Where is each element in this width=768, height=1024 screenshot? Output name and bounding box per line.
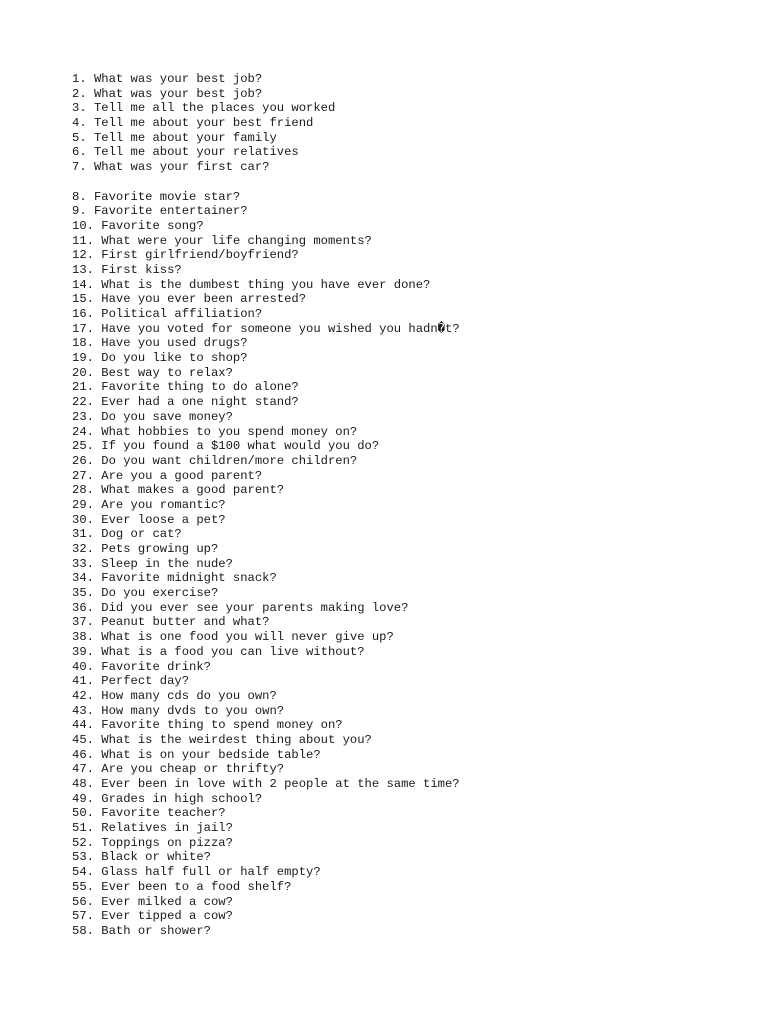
question-item: 41. Perfect day? <box>72 674 190 689</box>
question-item: 44. Favorite thing to spend money on? <box>72 718 343 733</box>
question-item: 40. Favorite drink? <box>72 659 211 674</box>
question-item: 23. Do you save money? <box>72 409 233 424</box>
question-item: 28. What makes a good parent? <box>72 483 285 498</box>
question-item: 53. Black or white? <box>72 850 211 865</box>
question-item: 3. Tell me all the places you worked <box>72 101 336 116</box>
question-item: 38. What is one food you will never give up? <box>72 630 394 645</box>
question-item: 54. Glass half full or half empty? <box>72 865 321 880</box>
question-item: 31. Dog or cat? <box>72 527 182 542</box>
question-item: 27. Are you a good parent? <box>72 468 263 483</box>
question-item: 13. First kiss? <box>72 262 182 277</box>
question-item: 50. Favorite teacher? <box>72 806 226 821</box>
question-item: 19. Do you like to shop? <box>72 351 248 366</box>
question-item: 29. Are you romantic? <box>72 497 226 512</box>
question-item: 43. How many dvds to you own? <box>72 703 285 718</box>
question-item: 34. Favorite midnight snack? <box>72 571 277 586</box>
question-item: 17. Have you voted for someone you wished you hadn�t? <box>72 321 460 336</box>
question-item: 37. Peanut butter and what? <box>72 615 270 630</box>
question-item: 11. What were your life changing moments? <box>72 233 372 248</box>
question-item: 24. What hobbies to you spend money on? <box>72 424 358 439</box>
question-item: 33. Sleep in the nude? <box>72 556 233 571</box>
question-item: 25. If you found a $100 what would you do? <box>72 439 380 454</box>
question-item: 52. Toppings on pizza? <box>72 835 233 850</box>
question-item: 7. What was your first car? <box>72 160 270 175</box>
question-item: 22. Ever had a one night stand? <box>72 395 299 410</box>
question-item: 20. Best way to relax? <box>72 365 233 380</box>
question-item: 46. What is on your bedside table? <box>72 747 321 762</box>
question-item: 51. Relatives in jail? <box>72 821 233 836</box>
question-item: 48. Ever been in love with 2 people at the same time? <box>72 777 460 791</box>
question-item: 49. Grades in high school? <box>72 791 263 806</box>
question-item: 47. Are you cheap or thrifty? <box>72 762 285 777</box>
question-item: 58. Bath or shower? <box>72 923 211 938</box>
question-item: 18. Have you used drugs? <box>72 336 248 351</box>
question-item: 2. What was your best job? <box>72 86 263 101</box>
question-item: 16. Political affiliation? <box>72 307 263 321</box>
question-item: 5. Tell me about your family <box>72 130 277 145</box>
question-item: 10. Favorite song? <box>72 218 204 233</box>
question-item: 9. Favorite entertainer? <box>72 204 248 219</box>
question-item: 57. Ever tipped a cow? <box>72 909 233 924</box>
question-item: 36. Did you ever see your parents making love? <box>72 600 409 615</box>
question-item: 14. What is the dumbest thing you have ever done? <box>72 277 431 292</box>
question-item: 21. Favorite thing to do alone? <box>72 380 299 395</box>
question-item: 32. Pets growing up? <box>72 542 219 556</box>
question-item: 56. Ever milked a cow? <box>72 894 233 909</box>
question-item: 15. Have you ever been arrested? <box>72 292 307 307</box>
question-item: 39. What is a food you can live without? <box>72 644 365 659</box>
question-item: 8. Favorite movie star? <box>72 189 241 204</box>
question-item: 35. Do you exercise? <box>72 586 219 601</box>
question-list <box>72 72 460 939</box>
question-item: 45. What is the weirdest thing about you? <box>72 732 372 747</box>
question-item: 4. Tell me about your best friend <box>72 116 314 131</box>
question-item: 55. Ever been to a food shelf? <box>72 879 292 894</box>
question-item: 1. What was your best job? <box>72 72 263 86</box>
question-item: 12. First girlfriend/boyfriend? <box>72 248 299 263</box>
question-item: 42. How many cds do you own? <box>72 688 277 703</box>
question-item: 6. Tell me about your relatives <box>72 145 299 160</box>
group-spacer <box>72 175 460 190</box>
question-item: 30. Ever loose a pet? <box>72 512 226 527</box>
question-item: 26. Do you want children/more children? <box>72 453 358 468</box>
